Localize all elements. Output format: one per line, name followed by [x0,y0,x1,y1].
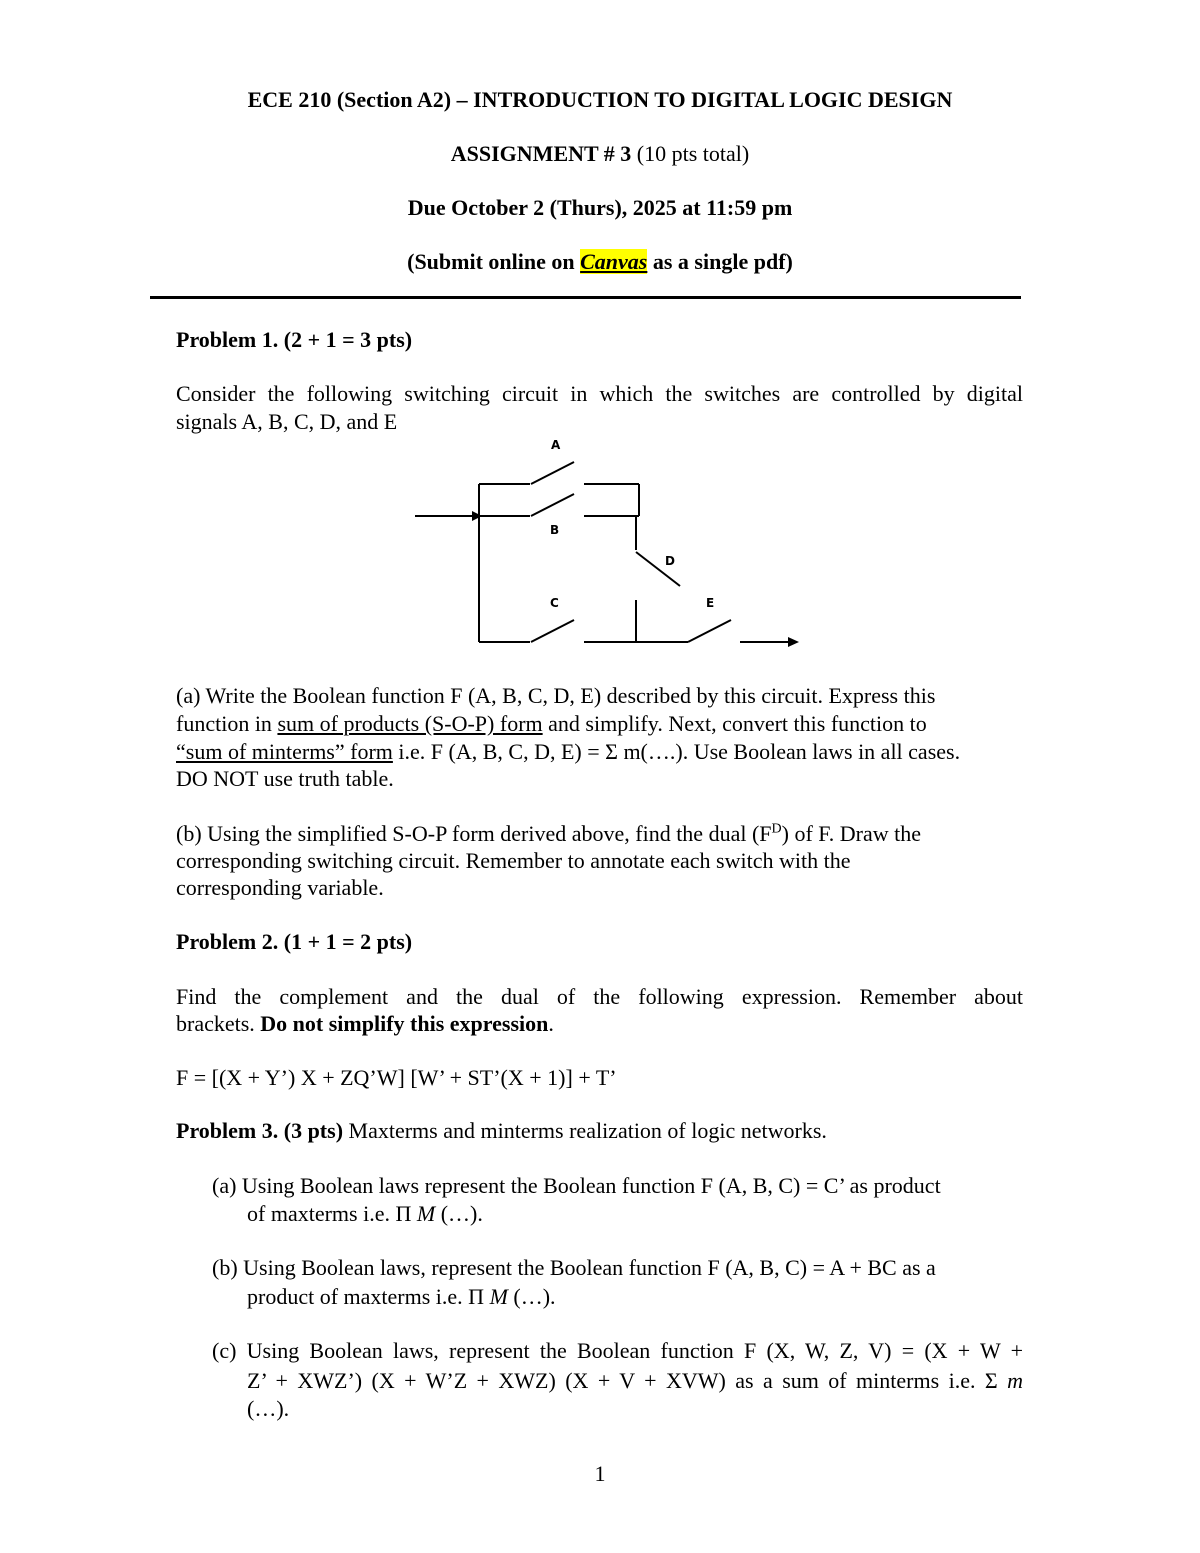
p3a-line2-pre: of maxterms i.e. Π [247,1201,417,1226]
p1a-line2-pre: function in [176,711,278,736]
p3c-minterm-symbol: m [1007,1368,1023,1393]
p1a-line4: DO NOT use truth table. [176,766,394,791]
problem2-line1: Find the complement and the dual of the following expression. Remember about [176,984,1023,1009]
dual-superscript: D [771,821,782,837]
switch-c [531,620,574,642]
problem2-line2-post: . [548,1011,554,1036]
p3b-maxterm-symbol: M [489,1284,508,1309]
label-d: D [665,554,675,568]
assignment-number: ASSIGNMENT # 3 [450,141,632,166]
submit-instructions [0,248,1200,276]
p1b-line2: corresponding switching circuit. Remember to annotate each switch with the [176,848,851,873]
due-date: Due October 2 (Thurs), 2025 at 11:59 pm [407,195,793,220]
problem3-heading-rest: Maxterms and minterms realization of logic networks. [343,1118,827,1143]
p3a-line1: (a) Using Boolean laws represent the Boolean function F (A, B, C) = C’ as product [212,1173,941,1198]
page-number: 1 [594,1461,606,1486]
p1a-line2 [176,710,1023,738]
p3a-maxterm-symbol: M [416,1201,436,1226]
submit-prefix: (Submit online on [407,249,581,274]
output-arrow-head [788,637,799,647]
problem2-line2-pre: brackets. [176,1011,261,1036]
switch-a [531,462,574,484]
submit-suffix: as a single pdf) [647,249,793,274]
p3c-line1: (c) Using Boolean laws, represent the Boolean function F (X, W, Z, V) = (X + W + [212,1338,1023,1363]
problem2-line2 [176,1010,1023,1038]
p1b-line3: corresponding variable. [176,875,384,900]
label-e: E [706,596,715,610]
minterms-form-underlined: “sum of minterms” form [176,739,393,764]
switch-e [688,620,731,642]
switch-b [531,494,574,516]
p1a-line3 [176,738,1023,766]
canvas-link[interactable]: Canvas [580,249,648,274]
course-title: ECE 210 (Section A2) – INTRODUCTION TO DIGITAL LOGIC DESIGN [247,87,953,112]
p1a-line2-post: and simplify. Next, convert this function to [542,711,927,736]
problem1-title: Problem 1. (2 + 1 = 3 pts) [176,327,413,352]
p3c-line2 [247,1367,1023,1395]
label-a: A [551,438,561,452]
label-c: C [550,596,559,610]
problem2-expression: F = [(X + Y’) X + ZQ’W] [W’ + ST’(X + 1)] + T’ [176,1065,617,1090]
problem1-intro-line1: Consider the following switching circuit in which the switches are controlled by digital [176,381,1023,406]
header-divider [150,296,1021,299]
sop-form-underlined: sum of products (S-O-P) form [277,711,543,736]
p1b-line1 [176,820,1023,848]
problem3-title [176,1117,1023,1145]
assignment-title [0,140,1200,168]
switching-circuit-diagram [400,430,820,660]
p3c-line3: (…). [247,1396,290,1421]
p3b-line2 [247,1283,1023,1311]
label-b: B [550,523,560,537]
p3a-line2 [247,1200,1023,1228]
problem3-heading: Problem 3. (3 pts) [176,1118,344,1143]
problem1-intro-line2: signals A, B, C, D, and E [176,409,398,434]
p3a-line2-post: (…). [435,1201,483,1226]
assignment-points: (10 pts total) [631,141,750,166]
p3b-line1: (b) Using Boolean laws, represent the Boolean function F (A, B, C) = A + BC as a [212,1255,936,1280]
p1b-line1-post: ) of F. Draw the [781,821,922,846]
p1b-line1-pre: (b) Using the simplified S-O-P form derived above, find the dual (F [176,821,772,846]
p3b-line2-pre: product of maxterms i.e. Π [247,1284,490,1309]
problem2-title: Problem 2. (1 + 1 = 2 pts) [176,929,413,954]
p3c-line2-pre: Z’ + XWZ’) (X + W’Z + XWZ) (X + V + XVW) as a sum of minterms i.e. Σ [247,1368,1008,1393]
p1a-line1: (a) Write the Boolean function F (A, B, C, D, E) described by this circuit. Express this [176,683,936,708]
p3b-line2-post: (…). [507,1284,556,1309]
p1a-line3-post: i.e. F (A, B, C, D, E) = Σ m(….). Use Boolean laws in all cases. [392,739,961,764]
do-not-simplify: Do not simplify this expression [260,1011,549,1036]
input-arrow-head [472,511,482,521]
